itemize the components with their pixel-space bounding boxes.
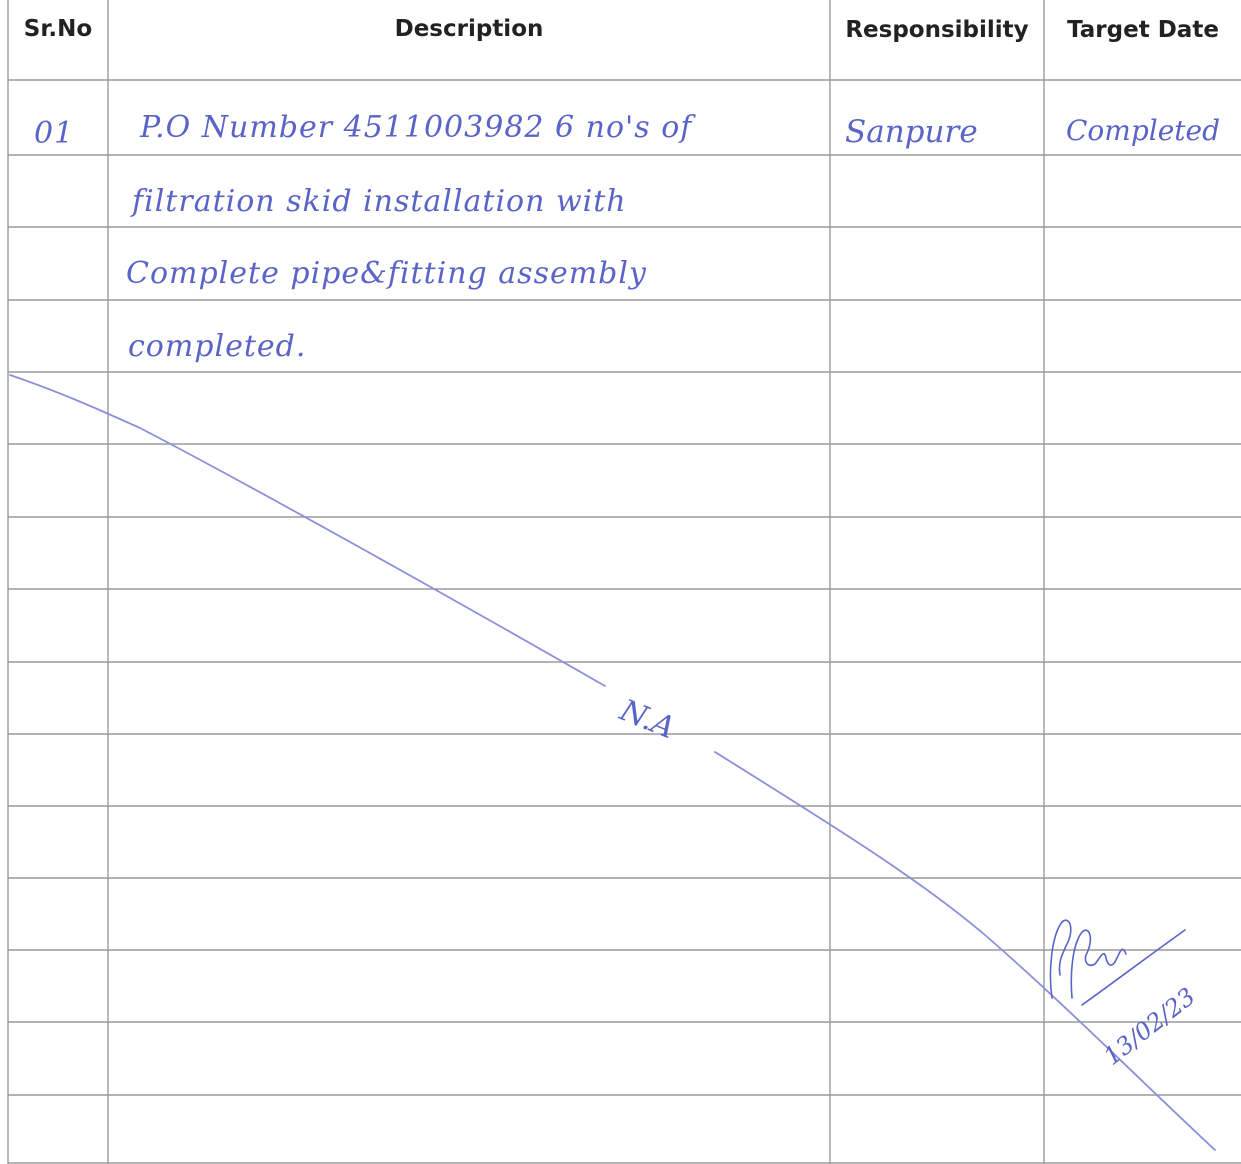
- not-applicable-strike: [10, 375, 1215, 1150]
- header-description: Description: [394, 16, 544, 42]
- row-description-line-1: P.O Number 4511003982 6 no's of: [140, 110, 693, 145]
- row-description-line-2: filtration skid installation with: [132, 184, 627, 219]
- header-responsibility: Responsibility: [845, 17, 1029, 43]
- header-sr-no: Sr.No: [23, 16, 93, 42]
- column-rules: [8, 0, 1044, 1164]
- signature-date: 13/02/23: [1098, 982, 1201, 1071]
- strike-line-upper: [10, 375, 605, 686]
- signature-stamp: [1050, 920, 1200, 1070]
- table-row: [34, 110, 1220, 364]
- strike-note: N.A: [615, 692, 680, 747]
- header-target-date: Target Date: [1067, 17, 1219, 43]
- table-header: [24, 16, 1219, 43]
- row-responsibility: Sanpure: [845, 114, 978, 150]
- strike-line-lower: [715, 752, 1215, 1150]
- row-target-date: Completed: [1066, 114, 1221, 147]
- row-description-line-4: completed.: [128, 329, 307, 364]
- signature-scribble: [1050, 920, 1185, 1005]
- row-sr-no: 01: [34, 116, 75, 151]
- row-description-line-3: Complete pipe&fitting assembly: [126, 256, 647, 291]
